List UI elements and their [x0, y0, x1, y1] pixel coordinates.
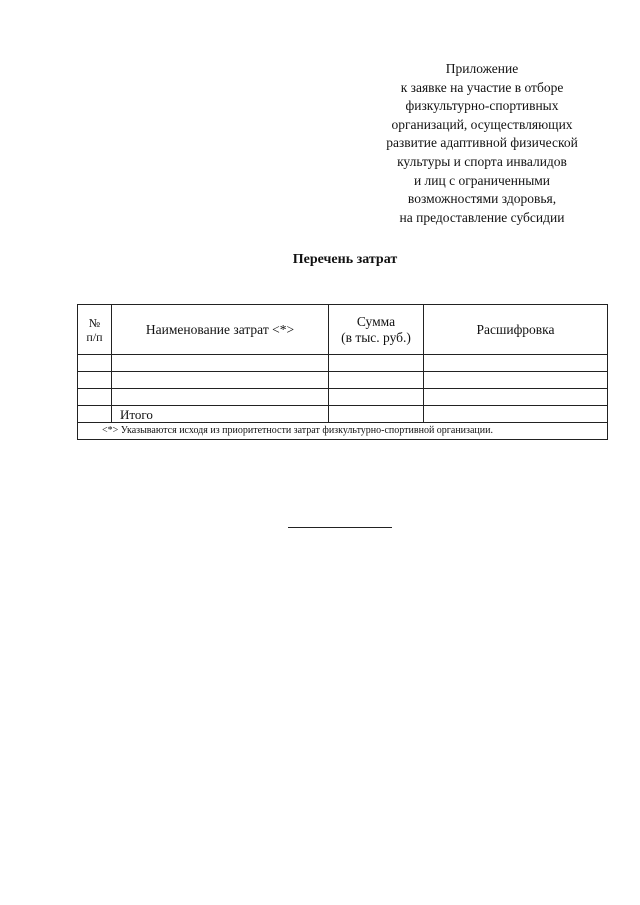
cell-sum[interactable]: [329, 389, 424, 406]
cell-cost-name[interactable]: [112, 389, 329, 406]
header-sum: [329, 305, 424, 355]
table-row: [78, 372, 608, 389]
total-decoding-cell[interactable]: [424, 406, 608, 423]
header-sum-unit: (в тыс. руб.): [341, 329, 411, 345]
cell-cost-name[interactable]: [112, 355, 329, 372]
cell-sum[interactable]: [329, 355, 424, 372]
total-sum-cell[interactable]: [329, 406, 424, 423]
closing-rule: [288, 527, 392, 528]
footnote-text: <*> Указываются исходя из приоритетности затрат физкультурно-спортивной организации.: [102, 425, 493, 436]
cell-decoding[interactable]: [424, 372, 608, 389]
total-number-cell: [78, 406, 112, 423]
footnote: [78, 423, 608, 440]
header-number-sign: №: [88, 315, 101, 330]
header-number-abbr: п/п: [86, 329, 103, 344]
appendix-header: [360, 60, 604, 227]
appendix-line: к заявке на участие в отборе: [400, 79, 564, 95]
document-title: Перечень затрат: [292, 252, 398, 267]
appendix-line: возможностями здоровья,: [407, 191, 557, 207]
table-row: [78, 389, 608, 406]
appendix-line: организаций, осуществляющих: [391, 116, 573, 132]
appendix-line: культуры и спорта инвалидов: [397, 153, 567, 169]
cell-number[interactable]: [78, 389, 112, 406]
footnote-row: [78, 423, 608, 440]
header-decoding: Расшифровка: [424, 305, 608, 355]
appendix-line: физкультурно-спортивных: [405, 98, 559, 114]
cell-sum[interactable]: [329, 372, 424, 389]
cell-number[interactable]: [78, 355, 112, 372]
costs-table: [77, 304, 608, 440]
appendix-line: Приложение: [445, 61, 519, 76]
cell-decoding[interactable]: [424, 389, 608, 406]
cell-decoding[interactable]: [424, 355, 608, 372]
table-header-row: [78, 305, 608, 355]
total-label: Итого: [112, 406, 329, 423]
appendix-line: развитие адаптивной физической: [386, 135, 578, 151]
cell-cost-name[interactable]: [112, 372, 329, 389]
header-sum-label: Сумма: [356, 313, 396, 329]
header-cost-name: Наименование затрат <*>: [112, 305, 329, 355]
appendix-line: и лиц с ограниченными: [413, 172, 551, 188]
cell-number[interactable]: [78, 372, 112, 389]
header-number: [78, 305, 112, 355]
appendix-line: на предоставление субсидии: [399, 209, 565, 225]
total-row: [78, 406, 608, 423]
table-row: [78, 355, 608, 372]
